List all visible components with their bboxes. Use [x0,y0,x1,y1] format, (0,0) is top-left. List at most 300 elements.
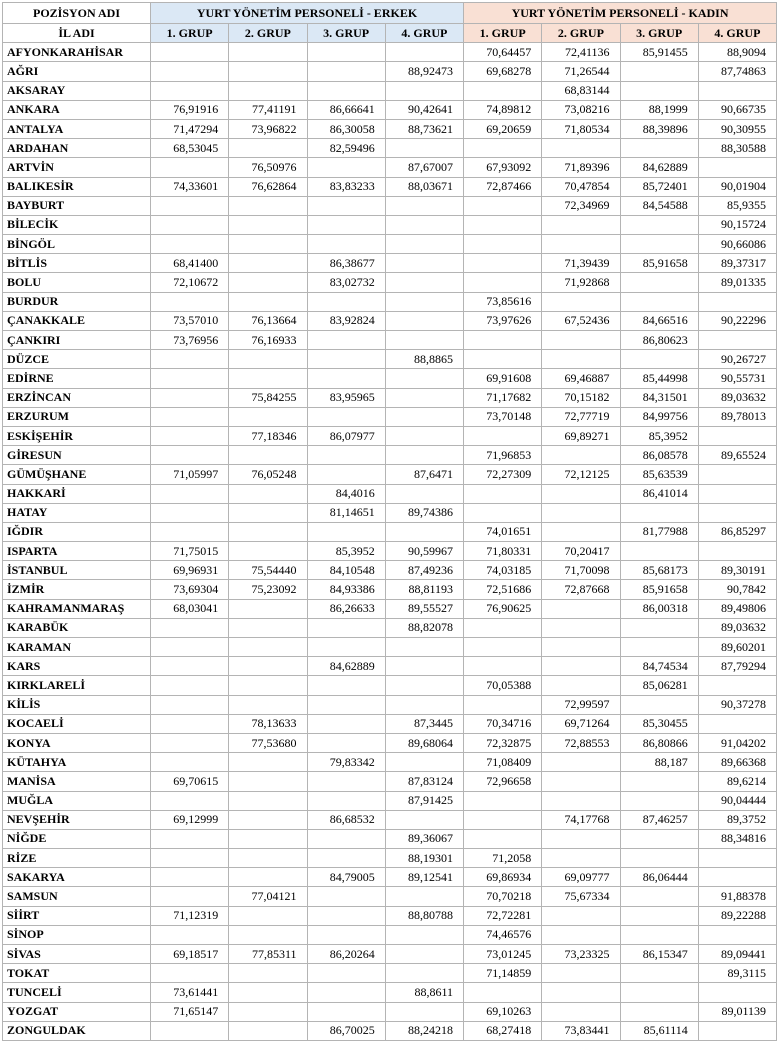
female-group-2-score [542,331,620,350]
province-name: KİLİS [3,695,151,714]
province-label: İL ADI [3,24,151,43]
female-group-2-score [542,829,620,848]
province-name: SİVAS [3,945,151,964]
female-group-1-score: 71,96853 [464,446,542,465]
female-group-2-score [542,139,620,158]
male-group-1-score [151,350,229,369]
male-group-3-score [307,522,385,541]
male-group-4-score: 89,36067 [385,829,463,848]
female-group-2-score [542,292,620,311]
male-group-1-score [151,695,229,714]
female-group-4-score: 87,79294 [698,657,776,676]
female-group-2-score: 73,08216 [542,100,620,119]
province-name: ISPARTA [3,542,151,561]
male-group-4-score [385,676,463,695]
male-group-1-score [151,292,229,311]
female-group-3-score [620,618,698,637]
female-group-4-score: 89,09441 [698,945,776,964]
province-name: SAMSUN [3,887,151,906]
female-group-1-score [464,254,542,273]
male-group-1-score [151,714,229,733]
female-group-2-score: 69,09777 [542,868,620,887]
female-group-1-score: 72,96658 [464,772,542,791]
table-row [3,906,777,925]
male-group-4-score [385,657,463,676]
female-group-4-score [698,158,776,177]
table-row [3,484,777,503]
female-group-3-score: 88,39896 [620,119,698,138]
table-row [3,407,777,426]
table-row [3,196,777,215]
female-group-3-score [620,906,698,925]
province-name: MUĞLA [3,791,151,810]
table-row [3,81,777,100]
female-group-3-score [620,829,698,848]
table-row [3,695,777,714]
female-group-3-score [620,273,698,292]
female-group-4-score: 90,66086 [698,235,776,254]
female-group-3-score: 85,06281 [620,676,698,695]
female-group-3-score: 85,72401 [620,177,698,196]
male-group-1-score: 73,57010 [151,311,229,330]
female-group-1-score: 72,51686 [464,580,542,599]
province-name: HATAY [3,503,151,522]
male-group-3-score: 83,92824 [307,311,385,330]
male-group-4-score: 87,91425 [385,791,463,810]
male-group-3-score [307,292,385,311]
province-name: ERZURUM [3,407,151,426]
male-group-1-score [151,503,229,522]
header-row-groups [3,24,777,43]
male-group-4-score [385,522,463,541]
female-group-4-score: 89,03632 [698,388,776,407]
female-group-4-score: 90,04444 [698,791,776,810]
male-group-4-score: 87,67007 [385,158,463,177]
male-group-1-score: 72,10672 [151,273,229,292]
female-group-1-score: 71,08409 [464,753,542,772]
table-row [3,158,777,177]
female-group-3-score: 88,187 [620,753,698,772]
male-group-3-score [307,714,385,733]
female-group-3-score [620,542,698,561]
female-group-3-score: 85,63539 [620,465,698,484]
male-group-1-score [151,388,229,407]
male-group-4-header: 4. GRUP [385,24,463,43]
male-group-3-score [307,638,385,657]
male-group-2-score [229,350,307,369]
male-group-1-score: 73,69304 [151,580,229,599]
female-group-2-score: 72,41136 [542,43,620,62]
male-group-2-score [229,638,307,657]
male-group-2-score: 75,23092 [229,580,307,599]
male-group-2-score [229,81,307,100]
female-group-4-score [698,676,776,695]
male-group-2-score [229,618,307,637]
province-name: BOLU [3,273,151,292]
female-group-2-score: 72,12125 [542,465,620,484]
province-name: NİĞDE [3,829,151,848]
table-row [3,62,777,81]
female-group-4-score: 89,60201 [698,638,776,657]
male-group-3-header: 3. GRUP [307,24,385,43]
female-group-3-score [620,81,698,100]
male-group-2-score [229,829,307,848]
province-name: ESKİŞEHİR [3,426,151,445]
table-row [3,580,777,599]
table-row [3,638,777,657]
male-group-3-score: 84,4016 [307,484,385,503]
male-group-2-score [229,676,307,695]
male-group-2-score: 76,05248 [229,465,307,484]
female-group-4-score: 85,9355 [698,196,776,215]
female-group-3-score [620,887,698,906]
male-group-4-score [385,887,463,906]
province-name: KARAMAN [3,638,151,657]
female-group-2-score: 71,26544 [542,62,620,81]
male-group-4-score [385,369,463,388]
male-group-2-score [229,772,307,791]
female-group-3-score: 86,00318 [620,599,698,618]
male-group-2-score [229,983,307,1002]
male-group-4-score: 87,3445 [385,714,463,733]
table-row [3,676,777,695]
male-group-4-score: 90,42641 [385,100,463,119]
male-group-1-score: 71,75015 [151,542,229,561]
female-group-3-score [620,235,698,254]
male-group-1-score: 69,12999 [151,810,229,829]
male-group-2-score [229,43,307,62]
province-name: NEVŞEHİR [3,810,151,829]
male-group-2-score: 77,18346 [229,426,307,445]
score-table [2,2,777,1041]
female-group-3-score: 86,80866 [620,733,698,752]
female-group-4-score: 88,30588 [698,139,776,158]
female-group-1-score [464,503,542,522]
table-row [3,868,777,887]
male-group-4-score [385,925,463,944]
male-group-2-score [229,695,307,714]
table-row [3,215,777,234]
male-group-4-score [385,638,463,657]
male-group-1-score: 73,76956 [151,331,229,350]
province-name: SİNOP [3,925,151,944]
table-row [3,561,777,580]
female-group-1-score: 74,03185 [464,561,542,580]
male-group-3-score: 86,20264 [307,945,385,964]
female-group-2-score [542,484,620,503]
male-group-2-score [229,235,307,254]
position-label: POZİSYON ADI [3,3,151,24]
province-name: GÜMÜŞHANE [3,465,151,484]
male-group-2-score [229,446,307,465]
male-group-3-score: 84,62889 [307,657,385,676]
male-group-2-score [229,599,307,618]
male-group-3-score [307,695,385,714]
table-row [3,503,777,522]
male-group-3-score [307,906,385,925]
table-row [3,350,777,369]
table-row [3,100,777,119]
male-group-3-score [307,407,385,426]
table-row [3,542,777,561]
male-group-2-score: 77,41191 [229,100,307,119]
male-group-4-score [385,446,463,465]
male-group-2-score: 76,16933 [229,331,307,350]
female-group-3-score [620,791,698,810]
male-group-1-score [151,829,229,848]
table-row [3,945,777,964]
female-group-3-score: 85,44998 [620,369,698,388]
female-group-1-score: 73,85616 [464,292,542,311]
male-group-2-score: 77,53680 [229,733,307,752]
female-group-1-score [464,829,542,848]
male-group-1-score: 69,96931 [151,561,229,580]
female-group-3-score [620,695,698,714]
province-name: RİZE [3,849,151,868]
female-group-2-score [542,906,620,925]
province-name: BİLECİK [3,215,151,234]
female-group-3-score: 84,31501 [620,388,698,407]
male-group-3-score [307,81,385,100]
female-group-1-score [464,638,542,657]
male-group-1-score [151,964,229,983]
province-name: KAHRAMANMARAŞ [3,599,151,618]
province-name: AĞRI [3,62,151,81]
male-group-4-score [385,407,463,426]
female-group-4-score: 90,37278 [698,695,776,714]
female-group-4-score: 90,30955 [698,119,776,138]
female-group-2-score [542,983,620,1002]
male-group-1-score [151,925,229,944]
female-group-4-score: 89,78013 [698,407,776,426]
male-group-4-score [385,426,463,445]
male-group-1-score: 71,05997 [151,465,229,484]
female-group-2-score: 72,77719 [542,407,620,426]
male-group-3-score [307,62,385,81]
male-group-2-score: 76,62864 [229,177,307,196]
male-group-3-score: 83,83233 [307,177,385,196]
male-group-2-score [229,868,307,887]
female-group-3-score: 84,74534 [620,657,698,676]
female-group-2-score [542,925,620,944]
female-group-4-score: 90,66735 [698,100,776,119]
table-row [3,753,777,772]
table-row [3,426,777,445]
female-group-4-score [698,925,776,944]
female-group-4-score [698,331,776,350]
female-group-2-score [542,791,620,810]
female-group-1-score: 68,27418 [464,1021,542,1040]
female-group-2-score [542,599,620,618]
female-group-2-score: 68,83144 [542,81,620,100]
province-name: BİTLİS [3,254,151,273]
province-name: ZONGULDAK [3,1021,151,1040]
male-group-4-score [385,810,463,829]
female-group-4-score: 86,85297 [698,522,776,541]
female-group-1-score [464,983,542,1002]
female-group-4-score [698,81,776,100]
male-group-4-score: 88,81193 [385,580,463,599]
female-group-3-score: 85,68173 [620,561,698,580]
male-group-3-score: 85,3952 [307,542,385,561]
male-group-1-score: 76,91916 [151,100,229,119]
table-row [3,388,777,407]
female-group-2-score: 69,71264 [542,714,620,733]
province-name: İSTANBUL [3,561,151,580]
male-group-3-score: 83,95965 [307,388,385,407]
female-group-3-score: 85,61114 [620,1021,698,1040]
female-group-1-score [464,618,542,637]
male-group-4-score: 89,68064 [385,733,463,752]
table-body [3,43,777,1041]
female-group-4-score: 87,74863 [698,62,776,81]
male-group-3-score: 86,38677 [307,254,385,273]
table-row [3,43,777,62]
table-row [3,522,777,541]
male-group-2-score [229,196,307,215]
female-group-4-score: 90,55731 [698,369,776,388]
female-group-1-score [464,810,542,829]
female-group-3-score [620,638,698,657]
female-group-2-score: 72,34969 [542,196,620,215]
female-group-2-score: 71,92868 [542,273,620,292]
female-group-3-score [620,503,698,522]
male-group-2-score [229,542,307,561]
male-group-4-score: 89,74386 [385,503,463,522]
male-group-3-score [307,331,385,350]
male-group-1-score [151,426,229,445]
male-group-3-score [307,772,385,791]
female-group-2-score [542,849,620,868]
female-group-2-score [542,215,620,234]
male-group-4-score [385,311,463,330]
male-group-title: YURT YÖNETİM PERSONELİ - ERKEK [151,3,464,24]
female-group-2-score: 72,99597 [542,695,620,714]
male-group-2-score [229,215,307,234]
female-group-1-score: 69,91608 [464,369,542,388]
male-group-2-score: 76,50976 [229,158,307,177]
table-row [3,1002,777,1021]
female-group-1-score [464,139,542,158]
male-group-4-score: 88,24218 [385,1021,463,1040]
male-group-3-score [307,964,385,983]
table-row [3,714,777,733]
female-group-4-score: 89,01139 [698,1002,776,1021]
province-name: KÜTAHYA [3,753,151,772]
female-group-3-score: 88,1999 [620,100,698,119]
male-group-4-score: 88,19301 [385,849,463,868]
female-group-2-score [542,772,620,791]
male-group-3-score: 86,30058 [307,119,385,138]
province-name: KOCAELİ [3,714,151,733]
female-group-1-score [464,81,542,100]
male-group-2-score [229,657,307,676]
male-group-1-score [151,638,229,657]
province-name: ANTALYA [3,119,151,138]
female-group-1-score: 69,68278 [464,62,542,81]
female-group-1-score [464,484,542,503]
female-group-3-score: 81,77988 [620,522,698,541]
province-name: ERZİNCAN [3,388,151,407]
male-group-1-score [151,522,229,541]
male-group-2-score [229,810,307,829]
male-group-3-score [307,983,385,1002]
table-row [3,599,777,618]
male-group-4-score: 88,82078 [385,618,463,637]
female-group-1-score: 72,72281 [464,906,542,925]
table-row [3,618,777,637]
province-name: IĞDIR [3,522,151,541]
female-group-1-score: 70,64457 [464,43,542,62]
female-group-1-score [464,791,542,810]
table-row [3,177,777,196]
female-group-4-score: 90,7842 [698,580,776,599]
male-group-4-score [385,254,463,273]
province-name: DÜZCE [3,350,151,369]
female-group-1-score: 71,2058 [464,849,542,868]
male-group-2-score [229,254,307,273]
male-group-1-score: 69,18517 [151,945,229,964]
female-group-2-score: 67,52436 [542,311,620,330]
female-group-2-score: 70,15182 [542,388,620,407]
female-group-2-score: 73,83441 [542,1021,620,1040]
male-group-3-score [307,158,385,177]
table-row [3,849,777,868]
male-group-3-score [307,235,385,254]
male-group-4-score [385,484,463,503]
female-group-1-score: 72,27309 [464,465,542,484]
province-name: BAYBURT [3,196,151,215]
female-group-4-score: 88,9094 [698,43,776,62]
province-name: SAKARYA [3,868,151,887]
female-group-1-score: 69,20659 [464,119,542,138]
male-group-4-score: 87,6471 [385,465,463,484]
female-group-3-header: 3. GRUP [620,24,698,43]
male-group-2-score [229,503,307,522]
male-group-2-score [229,906,307,925]
female-group-2-score: 74,17768 [542,810,620,829]
female-group-1-score: 72,32875 [464,733,542,752]
male-group-1-score [151,407,229,426]
male-group-4-score [385,273,463,292]
male-group-4-score: 88,73621 [385,119,463,138]
male-group-2-score [229,964,307,983]
male-group-3-score [307,887,385,906]
province-name: BİNGÖL [3,235,151,254]
female-group-1-score: 73,97626 [464,311,542,330]
female-group-4-score [698,714,776,733]
male-group-3-score: 86,66641 [307,100,385,119]
female-group-1-header: 1. GRUP [464,24,542,43]
male-group-4-score: 87,83124 [385,772,463,791]
female-group-2-score: 75,67334 [542,887,620,906]
female-group-1-score: 76,90625 [464,599,542,618]
male-group-1-score: 71,65147 [151,1002,229,1021]
female-group-1-score: 70,70218 [464,887,542,906]
male-group-1-score [151,849,229,868]
female-group-4-score: 89,03632 [698,618,776,637]
female-group-4-score: 88,34816 [698,829,776,848]
male-group-3-score: 79,83342 [307,753,385,772]
female-group-1-score: 69,86934 [464,868,542,887]
male-group-3-score: 81,14651 [307,503,385,522]
table-row [3,254,777,273]
province-name: TUNCELİ [3,983,151,1002]
male-group-1-score [151,158,229,177]
female-group-2-score [542,657,620,676]
male-group-1-score: 74,33601 [151,177,229,196]
table-row [3,810,777,829]
